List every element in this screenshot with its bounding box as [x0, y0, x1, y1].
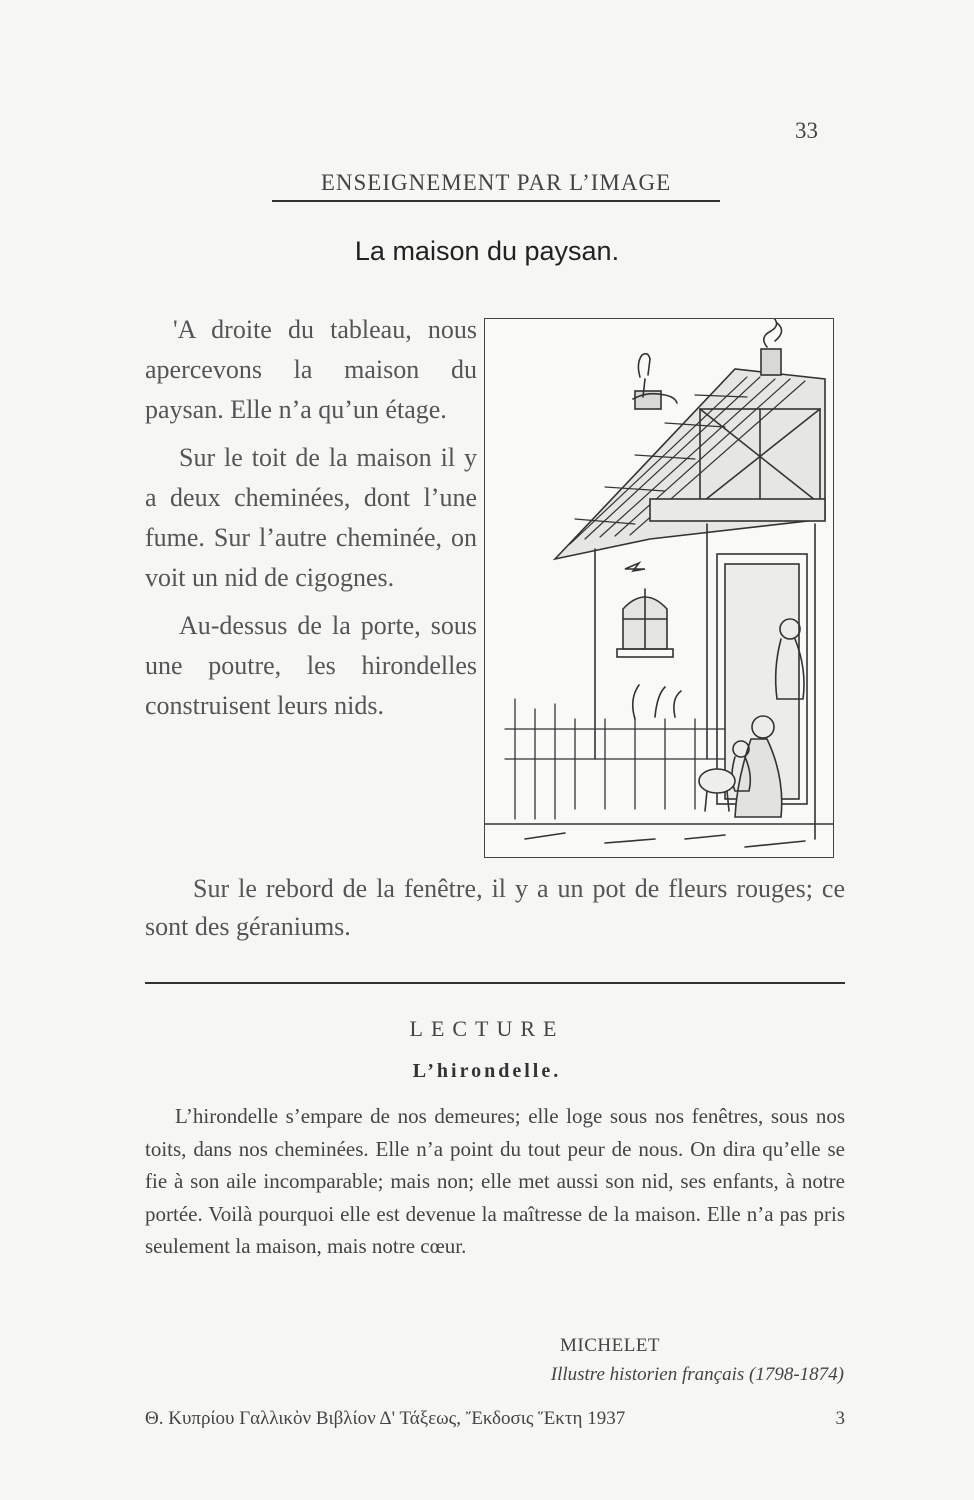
footer-signature: 3 — [835, 1408, 845, 1429]
section-divider — [145, 982, 845, 984]
lesson-full-paragraph-text: Sur le rebord de la fenêtre, il y a un pot de fleurs rouges; ce sont des géraniums. — [145, 874, 845, 941]
page-number: 33 — [795, 118, 818, 143]
lesson-paragraph-1: 'A droite du tableau, nous apercevons la maison du paysan. Elle n’a qu’un étage. — [145, 315, 477, 424]
lesson-title: La maison du paysan. — [354, 236, 620, 266]
footer-publication: Θ. Κυπρίου Γαλλικὸν Βιβλίον Δ' Τάξεως, Ἔκδοσις Ἕκτη 1937 — [145, 1408, 626, 1429]
lesson-left-column — [145, 310, 477, 734]
reading-title: L’hirondelle. — [412, 1060, 562, 1082]
lesson-paragraph-2: Sur le toit de la maison il y a deux cheminées, dont l’une fume. Sur l’autre cheminée, on voit un nid de cigognes. — [145, 443, 477, 592]
reading-heading: LECTURE — [409, 1016, 565, 1041]
author-name: MICHELET — [560, 1335, 661, 1356]
reading-text-body: L’hirondelle s’empare de nos demeures; elle loge sous nos fenêtres, sous nos toits, dans nos cheminées. Elle n’a point du tout peur de nous. On dira qu’elle se fie à son aile incomparable; mais non; elle met aussi son nid, ses enfants, à notre portée. Voilà pourquoi elle est devenue la maîtresse de la maison. Elle n’a pas pris seulement la maison, mais notre cœur. — [145, 1104, 845, 1258]
farmhouse-engraving-icon — [485, 319, 833, 857]
footer-publication-line — [145, 1408, 845, 1430]
lesson-full-paragraph — [145, 870, 845, 946]
author-description: Illustre historien français (1798-1874) — [550, 1364, 844, 1385]
farmhouse-illustration — [484, 318, 834, 858]
reading-text — [145, 1100, 845, 1263]
section-heading: ENSEIGNEMENT PAR L’IMAGE — [272, 170, 720, 202]
lesson-paragraph-3: Au-dessus de la porte, sous une poutre, les hirondelles construisent leurs nids. — [145, 611, 477, 720]
